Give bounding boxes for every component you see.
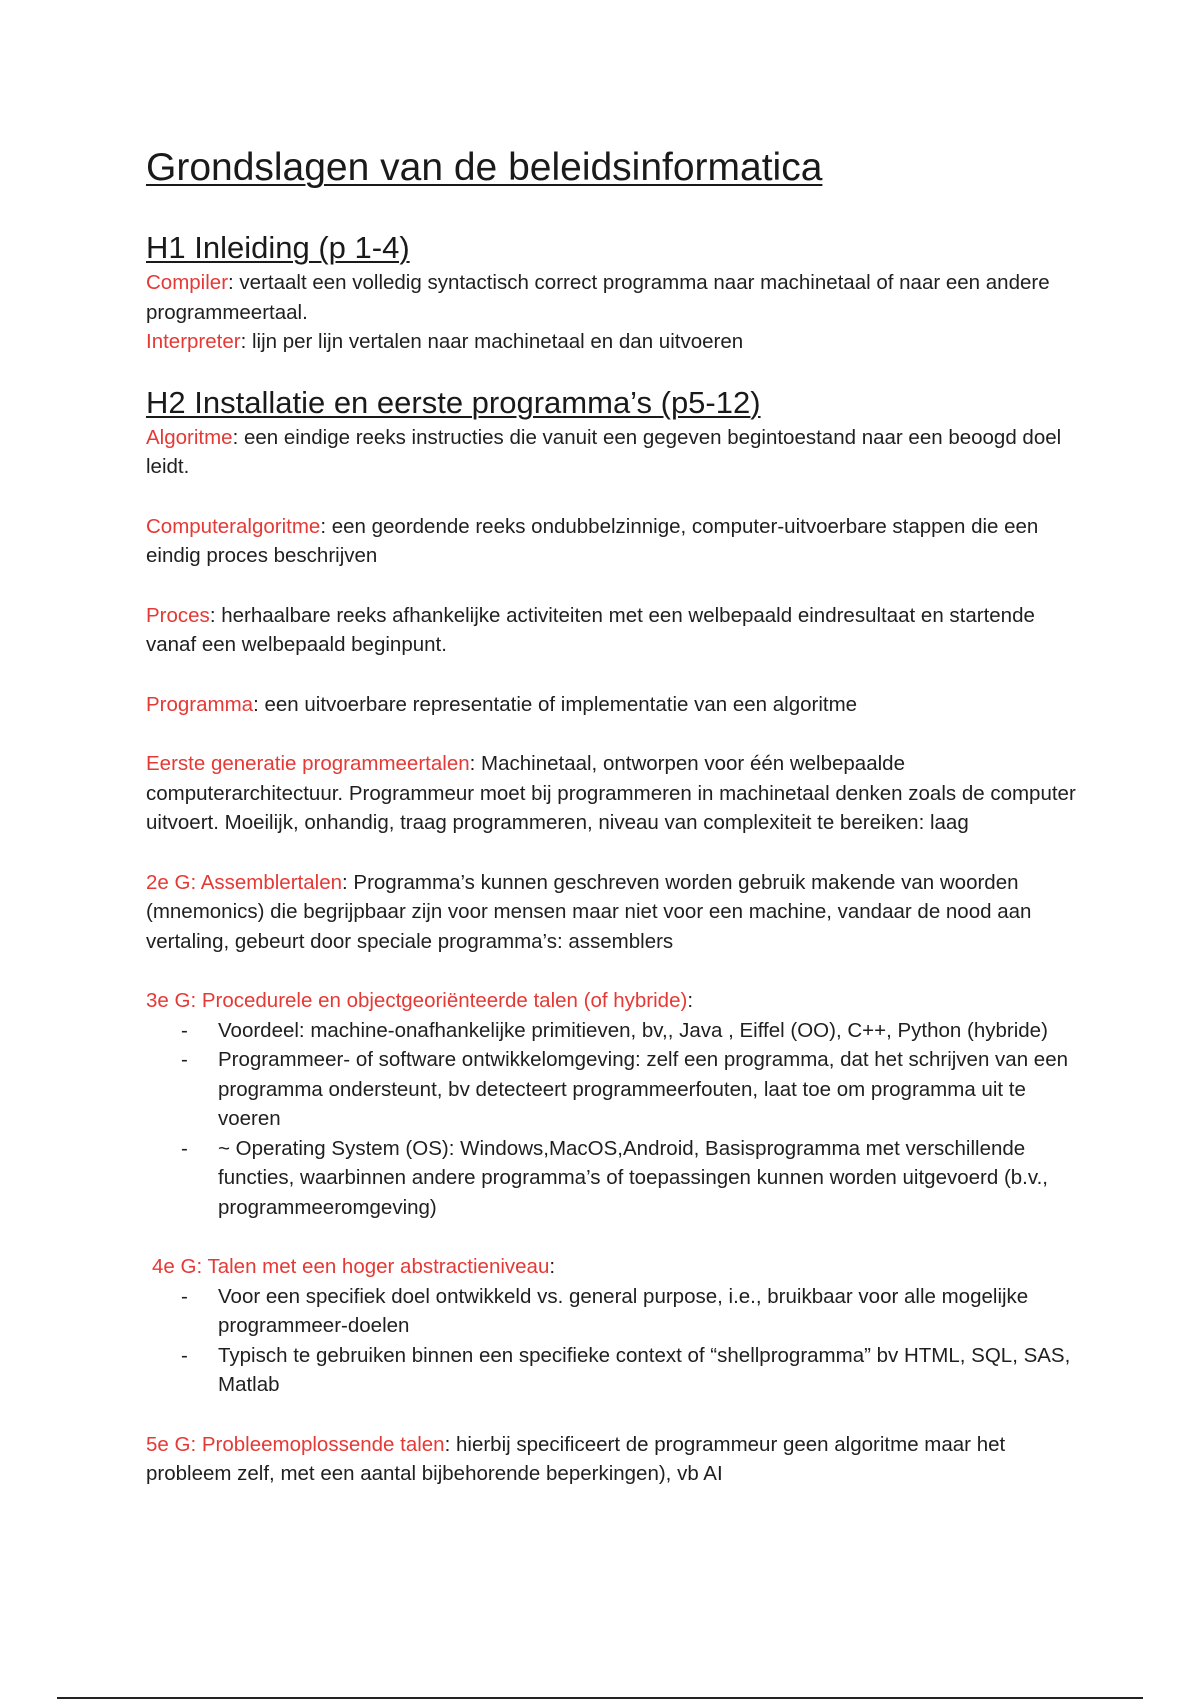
definition-computeralgoritme: [146, 512, 1076, 571]
definition-text: : hierbij specificeert de programmeur geen algoritme maar het probleem zelf, met een aantal bijbehorende beperkingen), vb AI: [146, 1432, 1006, 1485]
term-gen5: 5e G: Probleemoplossende talen: [146, 1432, 445, 1456]
document-title: Grondslagen van de beleidsinformatica: [146, 146, 823, 189]
term-gen4: 4e G: Talen met een hoger abstractieniveau: [152, 1255, 550, 1278]
definition-text: : lijn per lijn vertalen naar machinetaal en dan uitvoeren: [240, 330, 744, 353]
term-computeralgoritme: Computeralgoritme: [146, 514, 321, 538]
list-item: - Typisch te gebruiken binnen een specifieke context of “shellprogramma” bv HTML, SQL, SAS, Matlab: [218, 1341, 1076, 1400]
gen3-bullet-list: [146, 1016, 1076, 1223]
list-item: - Voordeel: machine-onafhankelijke primitieven, bv,, Java , Eiffel (OO), C++, Python (hybride): [218, 1016, 1076, 1046]
term-gen2: 2e G: Assemblertalen: [146, 870, 342, 894]
definition-algoritme: [146, 423, 1076, 482]
section-heading-h1: H1 Inleiding (p 1-4): [146, 230, 410, 265]
definition-gen1: [146, 749, 1076, 838]
definition-text: : een uitvoerbare representatie of implementatie van een algoritme: [253, 692, 858, 716]
definition-text: : herhaalbare reeks afhankelijke activiteiten met een welbepaald eindresultaat en startende vanaf een welbepaald beginpunt.: [146, 603, 1035, 656]
definition-gen4: [146, 1252, 1076, 1282]
term-algoritme: Algoritme: [146, 425, 233, 449]
section-heading-h2: H2 Installatie en eerste programma’s (p5-12): [146, 384, 761, 420]
definition-text: : een eindige reeks instructies die vanuit een gegeven begintoestand naar een beoogd doel leidt.: [146, 425, 1062, 478]
list-item: - Programmeer- of software ontwikkelomgeving: zelf een programma, dat het schrijven van een programma ondersteunt, bv detecteert programmeerfouten, laat toe om programma uit te voeren: [218, 1045, 1076, 1134]
term-gen1: Eerste generatie programmeertalen: [146, 752, 470, 775]
definition-compiler: [146, 268, 1076, 327]
definition-colon: :: [549, 1255, 556, 1278]
definition-text: : vertaalt een volledig syntactisch correct programma naar machinetaal of naar een andere programmeertaal.: [146, 271, 1050, 324]
list-item: - ~ Operating System (OS): Windows,MacOS,Android, Basisprogramma met verschillende functies, waarbinnen andere programma’s of toepassingen kunnen worden uitgevoerd (b.v., programmeeromgeving): [218, 1134, 1076, 1223]
definition-text: : Machinetaal, ontworpen voor één welbepaalde computerarchitectuur. Programmeur moet bij programmeren in machinetaal denken zoals de computer uitvoert. Moeilijk, onhandig, traag programmeren, niveau van complexiteit te bereiken: laag: [146, 752, 1076, 834]
section-h2: [146, 383, 1076, 1489]
document-page: [146, 142, 1076, 1489]
definition-text: : Programma’s kunnen geschreven worden gebruik makende van woorden (mnemonics) die begrijpbaar zijn voor mensen maar niet voor een machine, vandaar de nood aan vertaling, gebeurt door speciale programma’s: assemblers: [146, 870, 1032, 953]
term-programma: Programma: [146, 692, 254, 716]
definition-programma: [146, 690, 1076, 720]
term-compiler: Compiler: [146, 271, 229, 294]
term-interpreter: Interpreter: [146, 330, 241, 353]
definition-text: : een geordende reeks ondubbelzinnige, computer-uitvoerbare stappen die een eindig proces beschrijven: [146, 514, 1039, 567]
list-item: - Voor een specifiek doel ontwikkeld vs. general purpose, i.e., bruikbaar voor alle mogelijke programmeer-doelen: [218, 1282, 1076, 1341]
term-proces: Proces: [146, 603, 210, 627]
definition-proces: [146, 601, 1076, 660]
gen4-bullet-list: [146, 1282, 1076, 1400]
definition-gen3: [146, 986, 1076, 1016]
definition-gen5: [146, 1430, 1076, 1489]
definition-interpreter: [146, 327, 1076, 357]
section-h1: [146, 228, 1076, 357]
definition-gen2: [146, 868, 1076, 957]
page-bottom-divider: [57, 1697, 1143, 1699]
term-gen3: 3e G: Procedurele en objectgeoriënteerde talen (of hybride): [146, 989, 688, 1012]
definition-colon: :: [687, 989, 694, 1012]
